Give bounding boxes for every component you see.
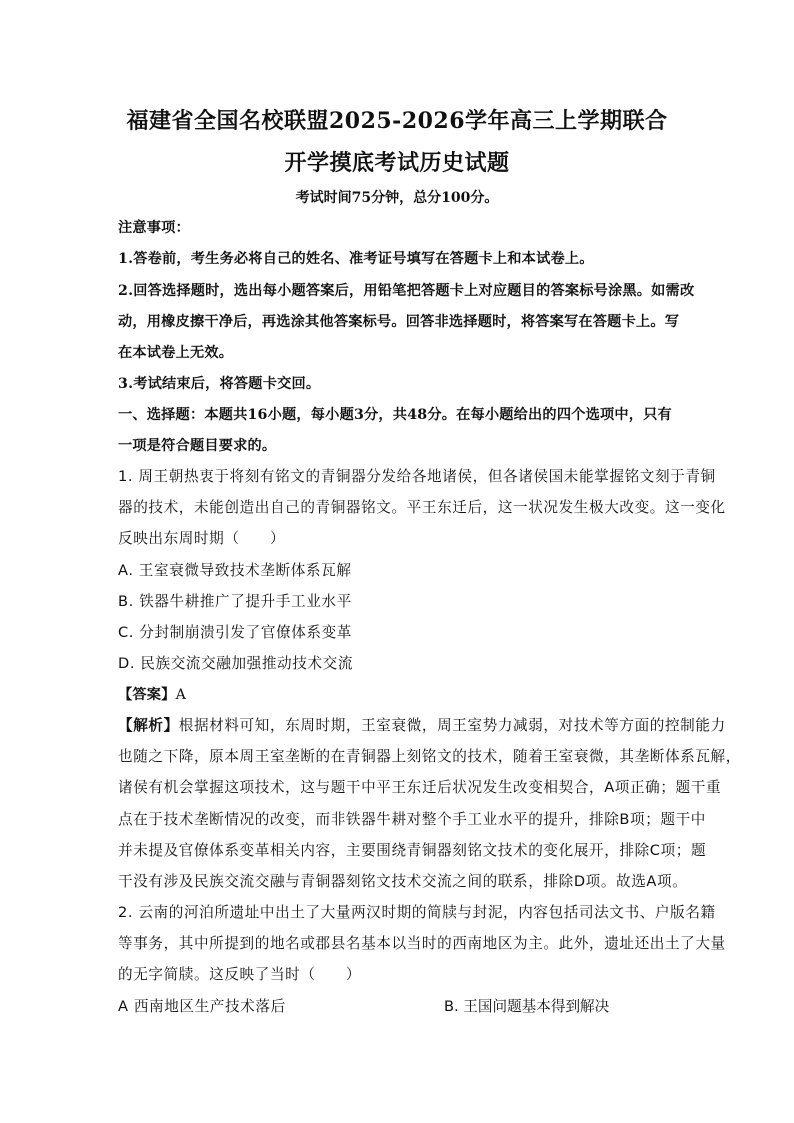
q1-option-d: D. 民族交流交融加强推动技术交流	[118, 655, 354, 672]
q1-analysis-line2: 也随之下降，原本周王室垄断的在青铜器上刻铭文的技术，随着王室衰微，其垄断体系瓦解，	[118, 748, 741, 765]
q1-analysis-line3: 诸侯有机会掌握这项技术，这与题干中平王东迁后状况发生改变相契合，A项正确；题干重	[118, 779, 722, 796]
notes-heading: 注意事项：	[118, 220, 190, 236]
analysis-tag: 【解析】	[118, 717, 179, 734]
q2-stem-line3: 的无字简牍。这反映了当时（ ）	[118, 966, 362, 983]
answer-value: A	[175, 687, 187, 703]
q1-stem-line2: 器的技术，未能创造出自己的青铜器铭文。平王东迁后，这一状况发生极大改变。这一变化	[118, 499, 726, 516]
q1-analysis-line6: 干没有涉及民族交流交融与青铜器刻铭文技术交流之间的联系，排除D项。故选A项。	[118, 873, 688, 890]
q1-analysis-line5: 并未提及官僚体系变革相关内容，主要围绕青铜器刻铭文技术的变化展开，排除C项；题	[118, 842, 707, 859]
answer-tag: 【答案】	[118, 687, 176, 703]
q1-analysis-line1	[118, 716, 726, 736]
notes-item-1: 1.答卷前，考生务必将自己的姓名、准考证号填写在答题卡上和本试卷上。	[118, 251, 594, 267]
q2-stem-line1: 2. 云南的河泊所遗址中出土了大量两汉时期的简牍与封泥，内容包括司法文书、户版名籍	[118, 904, 716, 921]
notes-item-3: 3.考试结束后，将答题卡交回。	[118, 376, 321, 392]
analysis-text: 根据材料可知，东周时期，王室衰微，周王室势力减弱，对技术等方面的控制能力	[178, 717, 726, 734]
q1-option-b: B. 铁器牛耕推广了提升手工业水平	[118, 593, 352, 610]
q1-stem-line3: 反映出东周时期（ ）	[118, 530, 286, 547]
q2-option-a: A 西南地区生产技术落后	[118, 998, 286, 1015]
notes-item-2: 2.回答选择题时，选出每小题答案后，用铅笔把答题卡上对应题目的答案标号涂黑。如需改	[118, 283, 695, 299]
notes-item-2-end: 在本试卷上无效。	[118, 345, 234, 361]
notes-item-2-cont: 动，用橡皮擦干净后，再选涂其他答案标号。回答非选择题时，将答案写在答题卡上。写	[118, 314, 680, 330]
q1-answer	[118, 685, 678, 705]
page-title-line2: 开学摸底考试历史试题	[284, 150, 510, 176]
section-heading: 一、选择题：本题共16小题，每小题3分，共48分。在每小题给出的四个选项中，只有	[118, 407, 672, 423]
exam-info: 考试时间75分钟，总分100分。	[295, 190, 499, 206]
q1-analysis-line4: 点在于技术垄断情况的改变，而非铁器牛耕对整个手工业水平的提升，排除B项；题干中	[118, 811, 706, 828]
q2-option-b: B. 王国问题基本得到解决	[444, 998, 610, 1015]
q2-stem-line2: 等事务，其中所提到的地名或郡县名基本以当时的西南地区为主。此外，遗址还出土了大量	[118, 935, 726, 952]
q1-stem-line1: 1. 周王朝热衷于将刻有铭文的青铜器分发给各地诸侯，但各诸侯国未能掌握铭文刻于青铜	[118, 468, 716, 485]
q1-option-a: A. 王室衰微导致技术垄断体系瓦解	[118, 562, 352, 579]
section-heading-cont: 一项是符合题目要求的。	[118, 438, 277, 454]
q1-option-c: C. 分封制崩溃引发了官僚体系变革	[118, 624, 352, 641]
page-title-line1: 福建省全国名校联盟2025-2026学年高三上学期联合	[126, 108, 668, 134]
